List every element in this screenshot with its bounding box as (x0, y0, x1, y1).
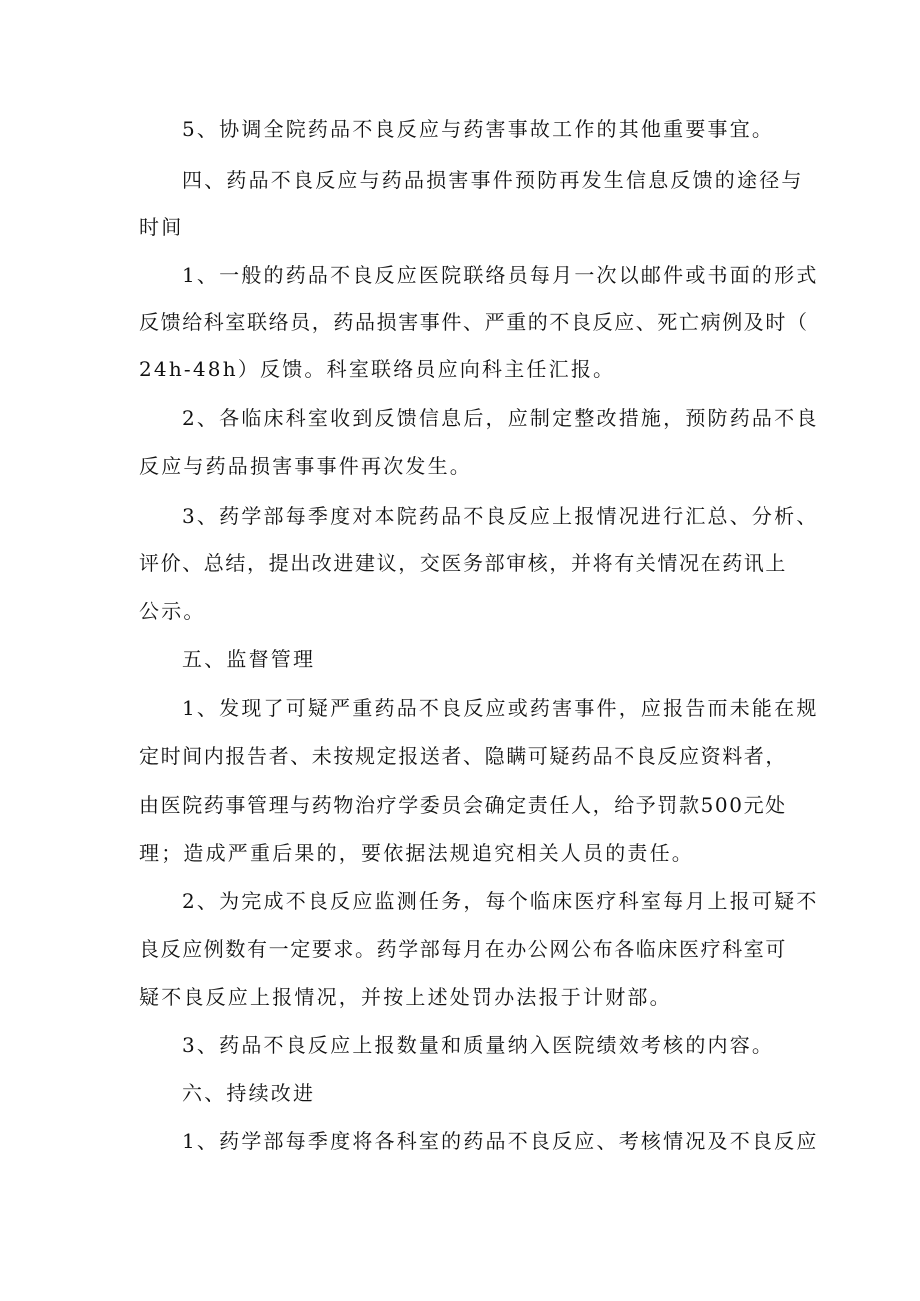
paragraph-line: 良反应例数有一定要求。药学部每月在办公网公布各临床医疗科室可 (139, 937, 787, 961)
section-heading: 五、监督管理 (182, 647, 316, 671)
section-heading: 六、持续改进 (182, 1081, 316, 1105)
paragraph-line: 疑不良反应上报情况，并按上述处罚办法报于计财部。 (139, 985, 672, 1009)
paragraph-line: 5、协调全院药品不良反应与药害事故工作的其他重要事宜。 (182, 117, 775, 141)
paragraph-line: 公示。 (139, 599, 206, 623)
paragraph-line: 3、药品不良反应上报数量和质量纳入医院绩效考核的内容。 (182, 1033, 775, 1057)
paragraph-line: 1、药学部每季度将各科室的药品不良反应、考核情况及不良反应 (182, 1129, 819, 1153)
paragraph-line: 定时间内报告者、未按规定报送者、隐瞒可疑药品不良反应资料者， (139, 744, 787, 768)
paragraph-line: 理；造成严重后果的，要依据法规追究相关人员的责任。 (139, 841, 694, 865)
paragraph-line: 3、药学部每季度对本院药品不良反应上报情况进行汇总、分析、 (182, 504, 819, 528)
paragraph-line: 2、各临床科室收到反馈信息后，应制定整改措施，预防药品不良 (182, 406, 819, 430)
paragraph-line: 反馈给科室联络员，药品损害事件、严重的不良反应、死亡病例及时（ (139, 310, 809, 334)
paragraph-line: 1、一般的药品不良反应医院联络员每月一次以邮件或书面的形式 (182, 263, 819, 287)
paragraph-line: 由医院药事管理与药物治疗学委员会确定责任人，给予罚款500元处 (139, 793, 787, 817)
paragraph-line: 评价、总结，提出改进建议，交医务部审核，并将有关情况在药讯上 (139, 551, 787, 575)
paragraph-line: 24h-48h）反馈。科室联络员应向科主任汇报。 (139, 357, 616, 381)
paragraph-line: 1、发现了可疑严重药品不良反应或药害事件，应报告而未能在规 (182, 696, 819, 720)
section-heading-continuation: 时间 (139, 215, 184, 239)
section-heading: 四、药品不良反应与药品损害事件预防再发生信息反馈的途径与 (182, 168, 804, 192)
paragraph-line: 2、为完成不良反应监测任务，每个临床医疗科室每月上报可疑不 (182, 889, 819, 913)
paragraph-line: 反应与药品损害事事件再次发生。 (139, 454, 472, 478)
